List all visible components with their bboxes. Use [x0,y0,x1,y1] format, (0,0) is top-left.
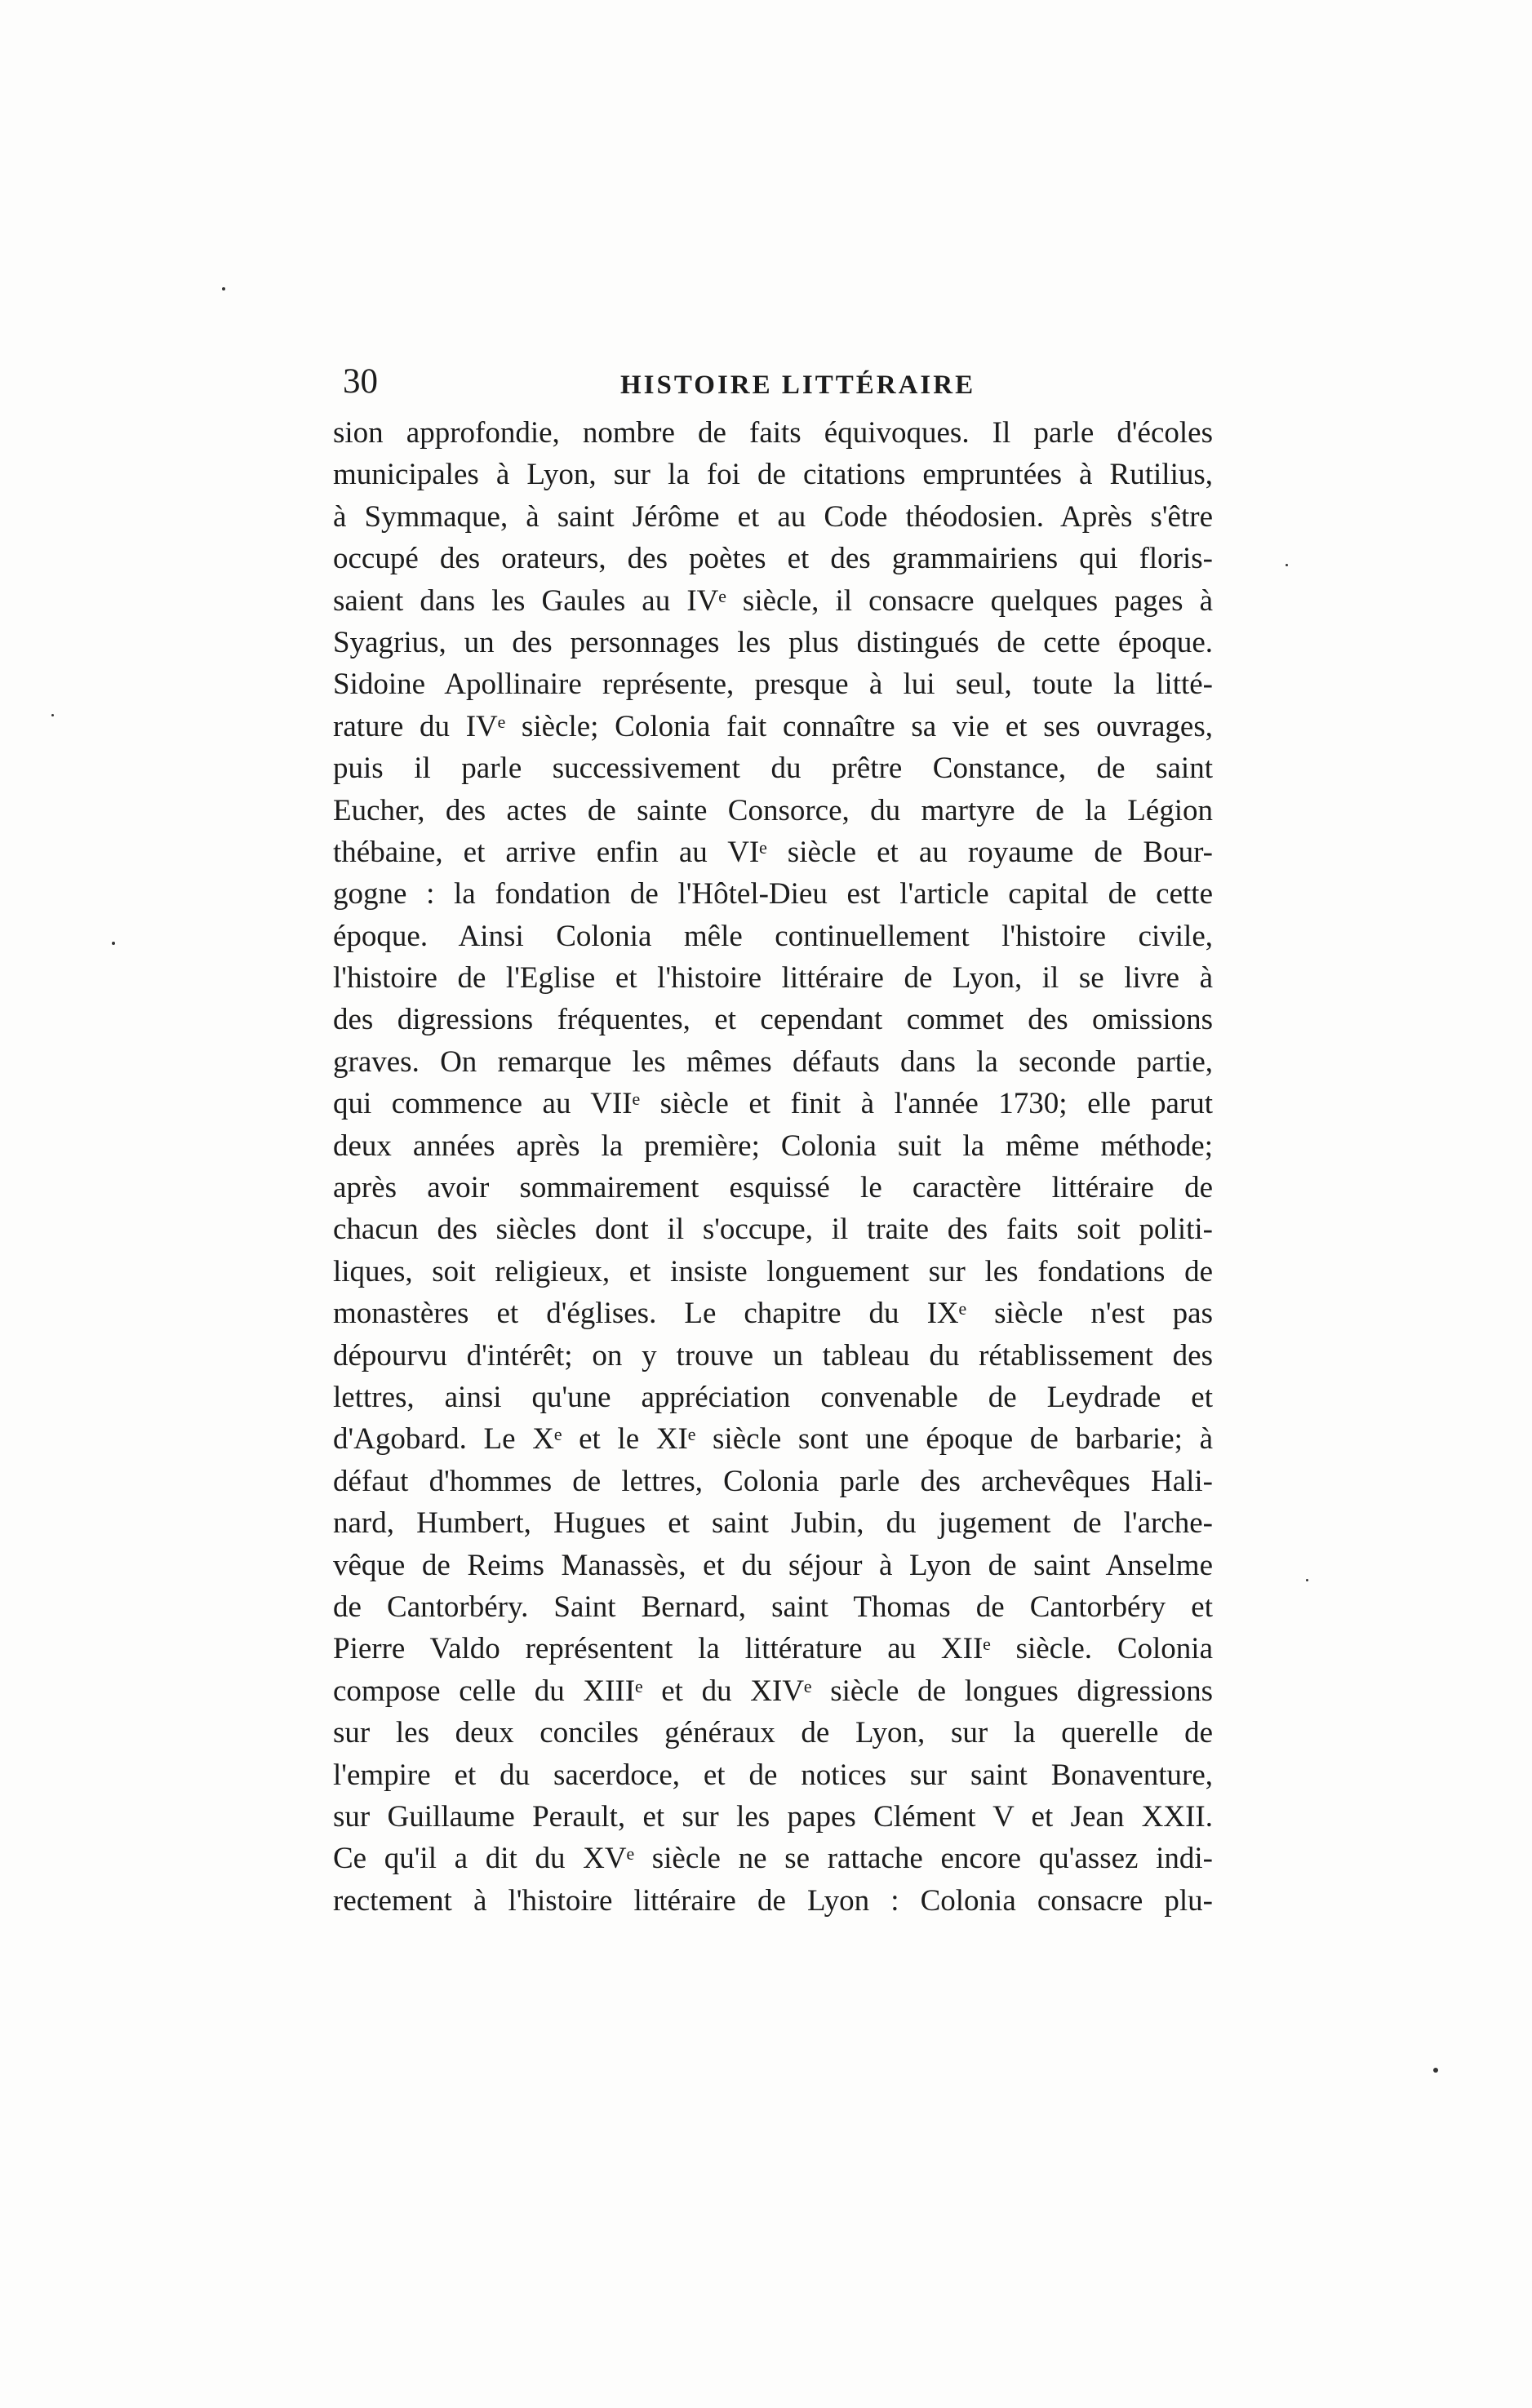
text-line: lettres, ainsi qu'une appréciation convenable de Leydrade et [333,1380,1213,1414]
text-line: thébaine, et arrive enfin au VIᵉ siècle et au royaume de Bour- [333,835,1213,869]
text-line: époque. Ainsi Colonia mêle continuellement l'histoire civile, [333,919,1213,953]
page-number: 30 [343,362,378,401]
text-line: de Cantorbéry. Saint Bernard, saint Thomas de Cantorbéry et [333,1590,1213,1624]
text-line: à Symmaque, à saint Jérôme et au Code théodosien. Après s'être [333,499,1213,534]
text-line: vêque de Reims Manassès, et du séjour à Lyon de saint Anselme [333,1548,1213,1582]
text-line: occupé des orateurs, des poètes et des grammairiens qui floris- [333,542,1213,576]
running-head [343,357,1212,406]
text-line: deux années après la première; Colonia suit la même méthode; [333,1129,1213,1163]
text-line: d'Agobard. Le Xᵉ et le XIᵉ siècle sont une époque de barbarie; à [333,1422,1213,1457]
text-line: défaut d'hommes de lettres, Colonia parle des archevêques Hali- [333,1464,1213,1498]
text-line: Eucher, des actes de sainte Consorce, du martyre de la Légion [333,793,1213,827]
text-line: rectement à l'histoire littéraire de Lyon : Colonia consacre plu- [333,1883,1213,1918]
text-line: nard, Humbert, Hugues et saint Jubin, du jugement de l'arche- [333,1506,1213,1541]
text-line: rature du IVᵉ siècle; Colonia fait connaître sa vie et ses ouvrages, [333,709,1213,743]
text-line: monastères et d'églises. Le chapitre du IXᵉ siècle n'est pas [333,1297,1213,1331]
text-line: Sidoine Apollinaire représente, presque à lui seul, toute la litté- [333,667,1213,702]
scan-speck [1433,2068,1438,2073]
scan-speck [222,287,225,290]
running-title: HISTOIRE LITTÉRAIRE [620,370,976,400]
text-line: saient dans les Gaules au IVᵉ siècle, il consacre quelques pages à [333,583,1213,618]
text-line: l'empire et du sacerdoce, et de notices sur saint Bonaventure, [333,1758,1213,1792]
body-text [333,412,1213,1922]
text-line: l'histoire de l'Eglise et l'histoire littéraire de Lyon, il se livre à [333,961,1213,996]
scan-speck [51,714,54,716]
text-line: qui commence au VIIᵉ siècle et finit à l'année 1730; elle parut [333,1087,1213,1121]
text-line: Syagrius, un des personnages les plus distingués de cette époque. [333,625,1213,659]
text-line: liques, soit religieux, et insiste longuement sur les fondations de [333,1254,1213,1288]
text-line: dépourvu d'intérêt; on y trouve un tableau du rétablissement des [333,1338,1213,1373]
text-line: Ce qu'il a dit du XVᵉ siècle ne se rattache encore qu'assez indi- [333,1842,1213,1876]
text-line: sur les deux conciles généraux de Lyon, sur la querelle de [333,1716,1213,1750]
text-line: sur Guillaume Perault, et sur les papes Clément V et Jean XXII. [333,1799,1213,1834]
text-line: sion approfondie, nombre de faits équivoques. Il parle d'écoles [333,416,1213,450]
text-line: graves. On remarque les mêmes défauts dans la seconde partie, [333,1044,1213,1079]
text-line: chacun des siècles dont il s'occupe, il traite des faits soit politi- [333,1213,1213,1247]
text-line: gogne : la fondation de l'Hôtel-Dieu est l'article capital de cette [333,877,1213,911]
text-line: après avoir sommairement esquissé le caractère littéraire de [333,1171,1213,1205]
text-line: compose celle du XIIIᵉ et du XIVᵉ siècle de longues digressions [333,1674,1213,1708]
scan-speck [112,942,115,945]
text-line: Pierre Valdo représentent la littérature au XIIᵉ siècle. Colonia [333,1632,1213,1666]
text-line: puis il parle successivement du prêtre Constance, de saint [333,752,1213,786]
text-line: municipales à Lyon, sur la foi de citations empruntées à Rutilius, [333,458,1213,492]
text-line: des digressions fréquentes, et cependant commet des omissions [333,1003,1213,1037]
scan-speck [1306,1579,1308,1581]
scan-speck [1286,564,1288,566]
